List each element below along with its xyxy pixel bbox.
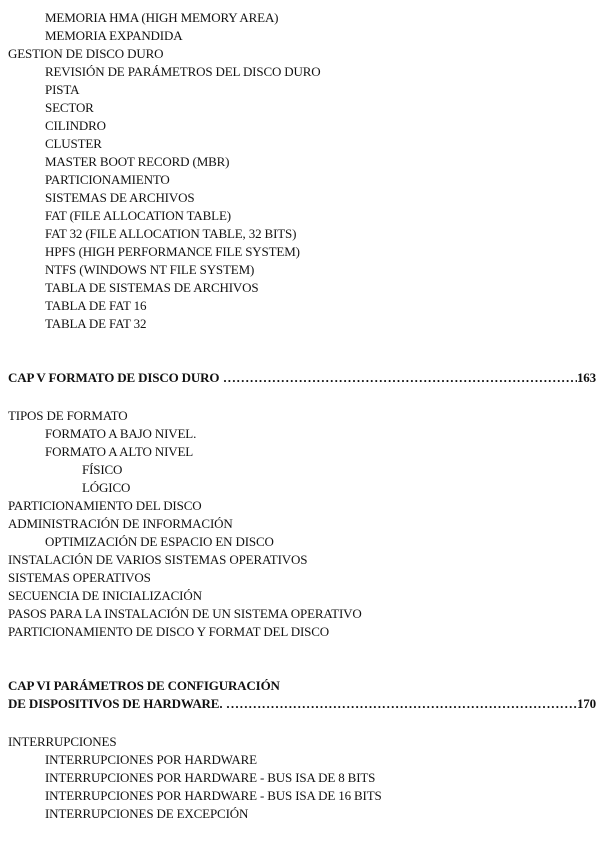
toc-entry: PARTICIONAMIENTO [45, 172, 170, 187]
toc-entry: PISTA [45, 82, 80, 97]
toc-entry: INTERRUPCIONES DE EXCEPCIÓN [45, 806, 249, 821]
toc-entry: PASOS PARA LA INSTALACIÓN DE UN SISTEMA OPERATIVO [8, 606, 362, 621]
toc-entry: OPTIMIZACIÓN DE ESPACIO EN DISCO [45, 534, 274, 549]
toc-entry: LÓGICO [82, 480, 131, 495]
toc-entry: MASTER BOOT RECORD (MBR) [45, 154, 230, 169]
dot-leader [223, 369, 577, 387]
toc-entry: HPFS (HIGH PERFORMANCE FILE SYSTEM) [45, 244, 300, 259]
toc-entry: SECUENCIA DE INICIALIZACIÓN [8, 588, 202, 603]
toc-entry: TABLA DE FAT 16 [45, 298, 147, 313]
toc-entry: MEMORIA EXPANDIDA [45, 28, 183, 43]
chapter-title-continued: DE DISPOSITIVOS DE HARDWARE. [8, 696, 223, 711]
toc-entry: ADMINISTRACIÓN DE INFORMACIÓN [8, 516, 233, 531]
toc-entry: INTERRUPCIONES POR HARDWARE - BUS ISA DE 16 BITS [45, 788, 382, 803]
chapter-title: CAP V FORMATO DE DISCO DURO [8, 370, 220, 385]
chapter-heading [8, 369, 596, 387]
toc-entry: SISTEMAS OPERATIVOS [8, 570, 151, 585]
toc-entry: CLUSTER [45, 136, 102, 151]
toc-entry: TABLA DE SISTEMAS DE ARCHIVOS [45, 280, 259, 295]
toc-entry: TABLA DE FAT 32 [45, 316, 147, 331]
toc-entry: FÍSICO [82, 462, 123, 477]
chapter-page-number: 170 [576, 696, 596, 711]
toc-entry: PARTICIONAMIENTO DEL DISCO [8, 498, 202, 513]
chapter-page-number: 163 [576, 370, 596, 385]
toc-entry: CILINDRO [45, 118, 106, 133]
toc-entry: FAT (FILE ALLOCATION TABLE) [45, 208, 231, 223]
toc-entry: INTERRUPCIONES POR HARDWARE [45, 752, 257, 767]
toc-entry: TIPOS DE FORMATO [8, 408, 128, 423]
chapter-title: CAP VI PARÁMETROS DE CONFIGURACIÓN [8, 678, 280, 693]
dot-leader [226, 695, 577, 713]
toc-entry: REVISIÓN DE PARÁMETROS DEL DISCO DURO [45, 64, 321, 79]
toc-entry: FORMATO A ALTO NIVEL [45, 444, 194, 459]
toc-entry: PARTICIONAMIENTO DE DISCO Y FORMAT DEL DISCO [8, 624, 330, 639]
toc-entry: INSTALACIÓN DE VARIOS SISTEMAS OPERATIVOS [8, 552, 308, 567]
toc-entry: GESTION DE DISCO DURO [8, 46, 164, 61]
toc-entry: MEMORIA HMA (HIGH MEMORY AREA) [45, 10, 279, 25]
toc-entry: SISTEMAS DE ARCHIVOS [45, 190, 195, 205]
chapter-heading [8, 695, 596, 713]
toc-entry: NTFS (WINDOWS NT FILE SYSTEM) [45, 262, 255, 277]
toc-entry: FAT 32 (FILE ALLOCATION TABLE, 32 BITS) [45, 226, 297, 241]
toc-entry: FORMATO A BAJO NIVEL. [45, 426, 197, 441]
toc-entry: INTERRUPCIONES POR HARDWARE - BUS ISA DE 8 BITS [45, 770, 376, 785]
toc-entry: INTERRUPCIONES [8, 734, 117, 749]
toc-entry: SECTOR [45, 100, 94, 115]
